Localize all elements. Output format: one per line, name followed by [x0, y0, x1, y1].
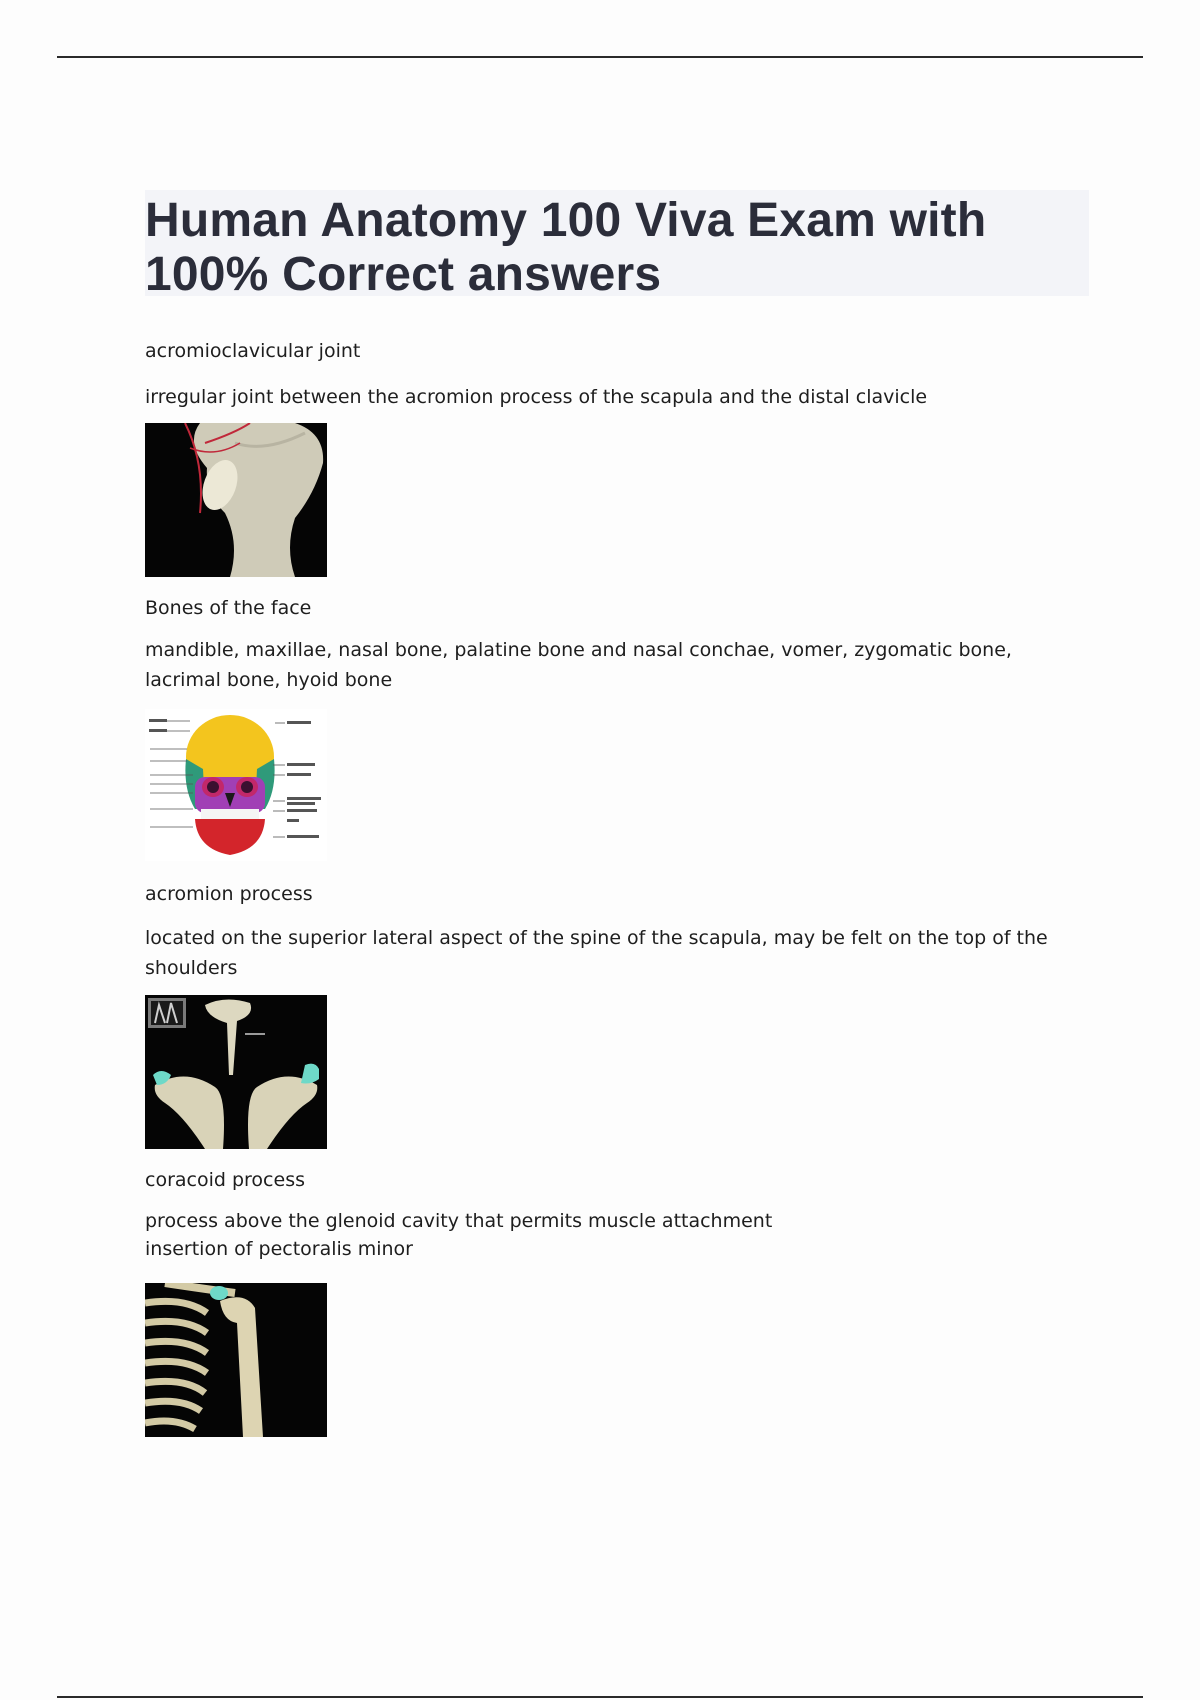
entry-definition: located on the superior lateral aspect of the spine of the scapula, may be felt on the top of the shoulders	[145, 927, 1048, 979]
card-entry	[145, 881, 1089, 1149]
card-entry	[145, 1167, 1089, 1437]
title-banner	[145, 190, 1089, 301]
skull-image	[145, 709, 327, 861]
entry-term: acromion process	[145, 883, 313, 905]
entry-definition: irregular joint between the acromion process of the scapula and the distal clavicle	[145, 386, 928, 408]
entry-term: acromioclavicular joint	[145, 340, 361, 362]
entry-definition: process above the glenoid cavity that permits muscle attachment insertion of pectoralis minor	[145, 1210, 773, 1260]
entry-term: coracoid process	[145, 1169, 305, 1191]
scapula-image	[145, 995, 327, 1149]
entry-definition: mandible, maxillae, nasal bone, palatine bone and nasal conchae, vomer, zygomatic bone, lacrimal bone, hyoid bone	[145, 639, 1012, 691]
entry-term: Bones of the face	[145, 597, 312, 619]
card-entry	[145, 595, 1089, 861]
document-title: Human Anatomy 100 Viva Exam with 100% Correct answers	[145, 194, 987, 301]
top-rule	[57, 56, 1143, 58]
card-entry	[145, 338, 1089, 577]
shoulder-joint-image	[145, 423, 327, 577]
bottom-rule	[57, 1696, 1143, 1698]
ribcage-image	[145, 1283, 327, 1437]
document-body	[145, 190, 1089, 1437]
